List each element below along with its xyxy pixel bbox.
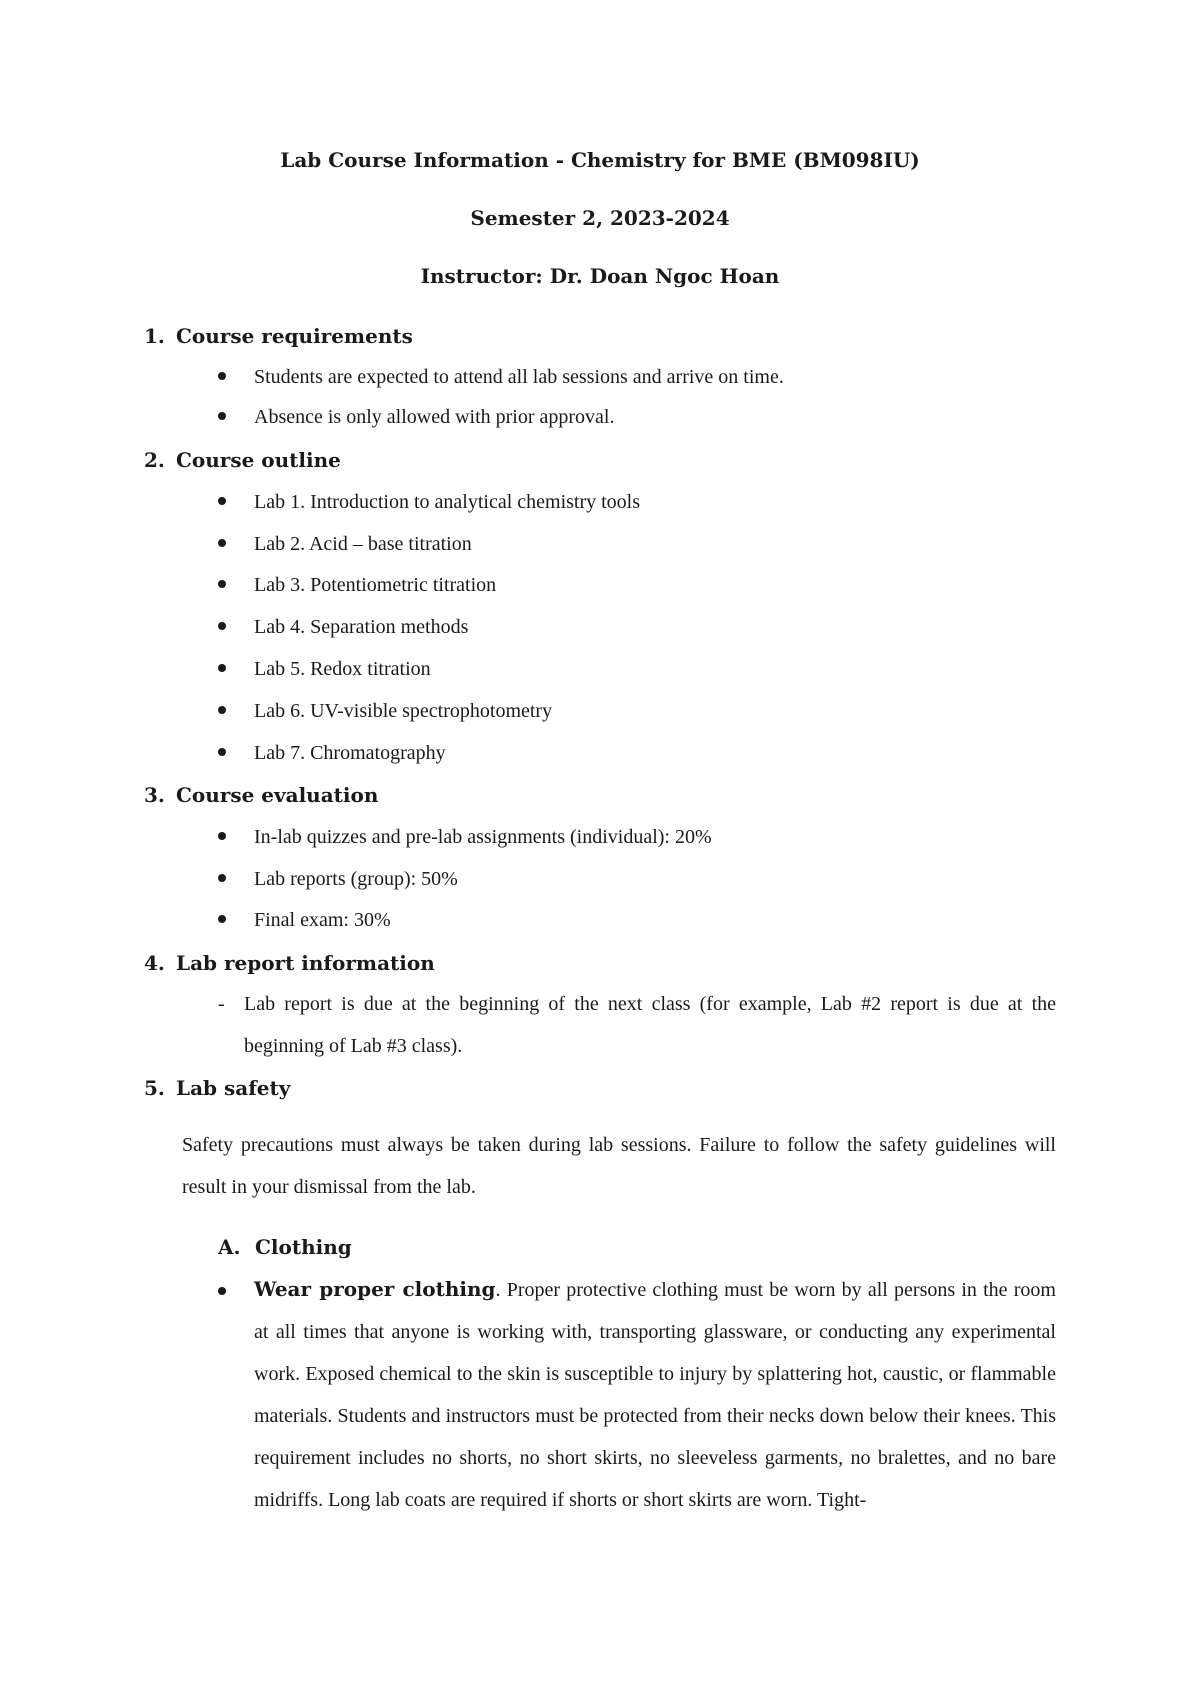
list-item-text: Lab 1. Introduction to analytical chemistry tools: [254, 491, 641, 513]
bullet-icon: [218, 1287, 226, 1295]
section-5-heading: [144, 1074, 290, 1102]
bullet-icon: [218, 832, 226, 840]
list-item: [218, 403, 615, 431]
section-number: 3.: [144, 783, 165, 807]
list-item-text: Lab 5. Redox titration: [254, 658, 431, 680]
clothing-lead: Wear proper clothing: [254, 1277, 496, 1301]
list-item-text: Lab 7. Chromatography: [254, 742, 446, 764]
subsection-letter: A.: [218, 1235, 241, 1259]
list-item: [218, 488, 641, 516]
list-item: [218, 739, 446, 767]
bullet-icon: [218, 497, 226, 505]
list-item-text: Lab 3. Potentiometric titration: [254, 574, 497, 596]
list-item: [218, 865, 458, 893]
section-title: Lab report information: [176, 951, 435, 975]
bullet-icon: [218, 664, 226, 672]
section-number: 2.: [144, 448, 165, 472]
subsection-title: Clothing: [255, 1235, 352, 1259]
list-item: [218, 363, 784, 391]
dash-marker: -: [218, 993, 225, 1015]
dash-item-text: Lab report is due at the beginning of the next class (for example, Lab #2 report is due at the beginning of Lab #3 class).: [244, 993, 1056, 1057]
list-item: [218, 571, 497, 599]
list-item: [218, 655, 431, 683]
section-4-heading: [144, 949, 435, 977]
list-item: [218, 906, 391, 934]
list-item-text: Lab 2. Acid – base titration: [254, 533, 472, 555]
list-item: [218, 823, 712, 851]
section-title: Course outline: [176, 448, 341, 472]
document-title: Lab Course Information - Chemistry for BME (BM098IU): [280, 148, 920, 172]
section-number: 1.: [144, 324, 165, 348]
bullet-icon: [218, 874, 226, 882]
bullet-icon: [218, 748, 226, 756]
section-title: Course requirements: [176, 324, 413, 348]
list-item-text: Lab 4. Separation methods: [254, 616, 469, 638]
list-item-text: Final exam: 30%: [254, 909, 391, 931]
list-item: [218, 613, 469, 641]
bullet-icon: [218, 706, 226, 714]
section-title: Course evaluation: [176, 783, 379, 807]
clothing-paragraph: [254, 1268, 1056, 1521]
bullet-icon: [218, 580, 226, 588]
list-item-text: Absence is only allowed with prior approval.: [254, 406, 615, 428]
semester-line: Semester 2, 2023-2024: [470, 206, 730, 230]
section-1-heading: [144, 322, 413, 350]
list-item-text: Lab 6. UV-visible spectrophotometry: [254, 700, 553, 722]
section-number: 4.: [144, 951, 165, 975]
bullet-icon: [218, 915, 226, 923]
section-2-heading: [144, 446, 341, 474]
dash-list-item: [218, 990, 1056, 1074]
section-3-heading: [144, 781, 378, 809]
clothing-text: . Proper protective clothing must be worn by all persons in the room at all times that anyone is working with, transporting glassware, or conducting any experimental work. Exposed chemical to the skin is susceptible to injury by splattering hot, caustic, or flammable materials. Students and instructors must be protected from their necks down below their knees. This requirement includes no shorts, no short skirts, no sleeveless garments, no bralettes, and no bare midriffs. Long lab coats are required if shorts or short skirts are worn. Tight-: [254, 1279, 1056, 1511]
bullet-icon: [218, 539, 226, 547]
section-title: Lab safety: [176, 1076, 291, 1100]
bullet-icon: [218, 622, 226, 630]
list-item-text: Students are expected to attend all lab sessions and arrive on time.: [254, 366, 784, 388]
bullet-icon: [218, 412, 226, 420]
list-item: [218, 530, 472, 558]
list-item-text: In-lab quizzes and pre-lab assignments (individual): 20%: [254, 826, 712, 848]
instructor-line: Instructor: Dr. Doan Ngoc Hoan: [420, 264, 780, 288]
list-item-text: Lab reports (group): 50%: [254, 868, 458, 890]
list-item: [218, 697, 553, 725]
subsection-a-heading: [218, 1233, 352, 1261]
section-number: 5.: [144, 1076, 165, 1100]
safety-intro-paragraph: Safety precautions must always be taken during lab sessions. Failure to follow the safety guidelines will result in your dismissal from the lab.: [182, 1134, 1056, 1198]
bullet-icon: [218, 372, 226, 380]
